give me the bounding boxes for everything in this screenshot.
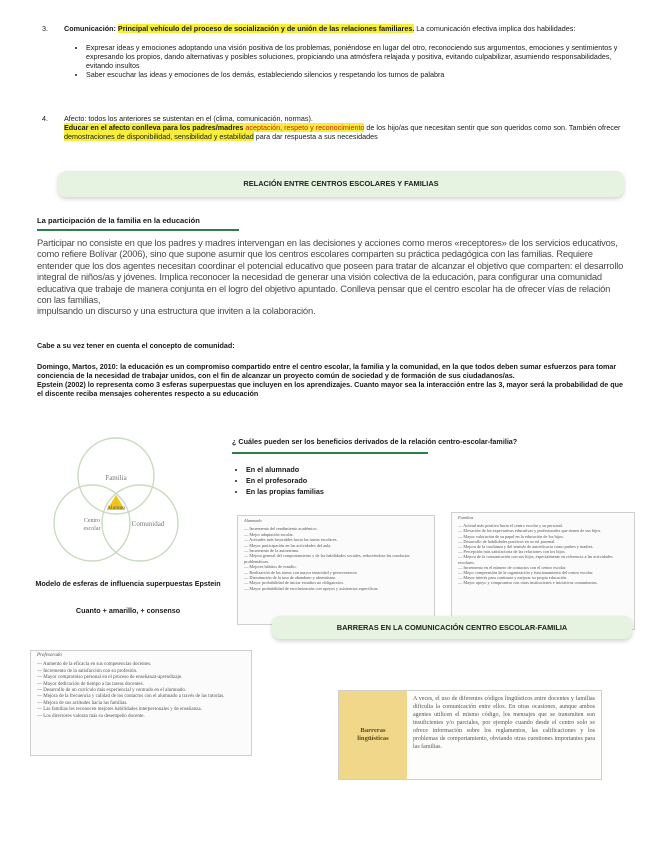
- profesorado-box: [30, 650, 252, 756]
- familias-heading: Familias: [458, 515, 474, 520]
- section-3-bullets: [64, 43, 634, 79]
- list-item: — Los directores valoran más su desempeño docente.: [37, 713, 145, 719]
- list-item: • Expresar ideas y emociones adoptando una visión positiva de los problemas, poniéndose en lugar del otro, reconociendo sus argumentos, emociones y sentimientos y expresando los propios, dando alternativas y posibles soluciones, propiciando una atmósfera relajada y positiva, evitando culpabilizar, asumiendo responsabilidades, evitando insultos: [86, 43, 634, 70]
- section-4-highlight-1: Educar en el afecto conlleva para los padres/madres: [64, 123, 244, 132]
- section-3-highlight: Principal vehículo del proceso de socialización y de unión de las relaciones familiares.: [117, 24, 415, 33]
- list-item: — Mayor probabilidad de iniciar estudios no obligatorios.: [244, 580, 345, 586]
- list-item: — Disminución de la tasa de abandono y absentismo.: [244, 575, 337, 581]
- question-underline: [232, 452, 428, 454]
- list-item: — Mayor probabilidad de escolarización con apoyos y asistencias específicas.: [244, 585, 379, 591]
- list-item: — Percepción más satisfactoria de las relaciones con los hijos.: [458, 549, 566, 555]
- list-item: — Mejora de sus actitudes hacia las familias.: [37, 700, 128, 706]
- list-item: • En el profesorado: [246, 475, 324, 486]
- barrier-text: A veces, el uso de diferentes códigos lingüísticos entre docentes y familias dificulta la comunicación entre ellos. En otras ocasiones, aunque ambos agentes utilicen el mismo código, los mensajes que se transmiten son insuficientes y/o parciales, por ejemplo cuando desde el centro solo se ofrece información sobre los reglamentos, las calificaciones y los problemas de comportamiento, obviando otras cuestiones importantes para las familias.: [413, 696, 595, 750]
- participation-text: Participar no consiste en que los padres y madres intervengan en las decisiones y acciones como meros «receptores» de los servicios educativos, como refiere Bolívar (2006), sino que supone asumir que los centros escolares comparten su práctica pedagógica con las familias. Requiere entender que los dos agentes necesitan coordinar el potencial educativo que poseen para tratar de alcanzar el objetivo que comparten: el desarrollo integral de niños/as y jóvenes. Implica reconocer la necesidad de generar una visión colectiva de la educación, para configurar una comunidad educativa que trabaje de manera conjunta en el logro del objetivo apuntado. Conlleva pensar que el centro escolar ha de ofrecer vías de relación con las familias,: [37, 237, 624, 306]
- section-3-rest: La comunicación efectiva implica dos habilidades:: [414, 24, 576, 33]
- list-item: — Incremento del rendimiento académico.: [244, 526, 318, 532]
- section-4-highlight-2: demostraciones de disponibilidad, sensibilidad y estabilidad: [64, 132, 254, 141]
- list-item: — Realización de las tareas con mayor tenacidad y perseverancia.: [244, 569, 358, 575]
- list-item: — Mayor interés para continuar y mejorar su propia educación.: [458, 575, 568, 581]
- section-4-number: 4.: [42, 114, 48, 123]
- list-item: • Saber escuchar las ideas y emociones de los demás, estableciendo silencios y respetando los turnos de palabra: [86, 70, 634, 79]
- list-item: — Mejores hábitos de estudio.: [244, 564, 297, 570]
- profesorado-heading: Profesorado: [37, 653, 62, 658]
- barrier-label-cell: [339, 691, 407, 779]
- banner-relacion: [58, 171, 624, 197]
- section-4: [42, 114, 636, 141]
- venn-caption-2: Cuanto + amarillo, + consenso: [75, 606, 181, 615]
- list-item: — Mayor compromiso personal en el proceso de enseñanza-aprendizaje.: [37, 675, 183, 681]
- list-item: — Mejora de la confianza y del sentido de autoeficacia como padres y madres.: [458, 544, 594, 550]
- list-item: — Incremento en el número de contactos con el centro escolar.: [458, 564, 567, 570]
- list-item: — Desarrollo de un currículo más experiencial y centrado en el alumnado.: [37, 688, 187, 694]
- section-3: [42, 24, 634, 79]
- alumnado-box: [237, 515, 435, 625]
- list-item: — Mayor apoyo y compromiso con otras instituciones e iniciativas comunitarias.: [458, 580, 598, 586]
- list-item: — Mejora de la comunicación con sus hijos, especialmente en referencia a las actividades escolares.: [458, 554, 613, 565]
- familias-box: [451, 512, 635, 630]
- venn-label-comunidad: Comunidad: [131, 520, 165, 528]
- community-epstein: Epstein (2002) lo representa como 3 esferas superpuestas que incluyen en los aprendizajes. Cuanto mayor sea la interacción entre las 3, mayor será la probabilidad de que el discente reciba mensajes coherentes respecto a su educación: [37, 380, 623, 398]
- participation-text-2: impulsando un discurso y una estructura que inviten a la colaboración.: [37, 305, 316, 317]
- list-item: — Mayor dedicación de tiempo a las tareas docentes.: [37, 681, 144, 687]
- list-item: — Mejor adaptación escolar.: [244, 531, 294, 537]
- participation-title: La participación de la familia en la educación: [37, 216, 200, 225]
- section-4-mid-text: de los hijo/as que necesitan sentir que son queridos como son. También ofrecer: [364, 123, 621, 132]
- section-3-label: Comunicación:: [64, 24, 116, 33]
- section-4-intro: Afecto: todos los anteriores se sustentan en el (clima, comunicación, normas).: [64, 114, 313, 123]
- list-item: — Aumento de la eficacia en sus competencias docentes.: [37, 662, 152, 668]
- alumnado-heading: Alumnado: [244, 518, 262, 523]
- community-domingo: Domingo, Martos, 2010: la educación es un compromiso compartido entre el centro escolar, la familia y la comunidad, en la que todos deben sumar esfuerzos para tomar conciencia de la necesidad de trabajar unidos, con el fin de alcanzar un proyecto común de sociedad y de formación de sus ciudadanos/as.: [37, 362, 617, 380]
- banner-barreras-text: BARRERAS EN LA COMUNICACIÓN CENTRO ESCOLAR-FAMILIA: [336, 623, 568, 632]
- list-item: — Actitudes más favorables hacia las tareas escolares.: [244, 537, 338, 543]
- list-item: — Las familias les reconocen mejores habilidades interpersonales y de enseñanza.: [37, 707, 202, 713]
- section-4-red-text: aceptación, respeto y reconocimiento: [243, 123, 365, 132]
- venn-svg: [30, 428, 230, 578]
- section-4-end-text: para dar respuesta a sus necesidades: [253, 132, 378, 141]
- list-item: — Actitud más positiva hacia el centro escolar y su personal.: [458, 523, 563, 529]
- list-item: — Incremento de la satisfacción con su profesión.: [37, 668, 138, 674]
- community-definitions: [37, 362, 627, 398]
- community-intro: Cabe a su vez tener en cuenta el concepto de comunidad:: [37, 341, 235, 350]
- venn-label-centro: Centro escolar: [83, 518, 101, 532]
- banner-relacion-text: RELACIÓN ENTRE CENTROS ESCOLARES Y FAMILIAS: [243, 179, 439, 188]
- list-item: — Mayor valoración de su papel en la educación de los hijos.: [458, 533, 564, 539]
- list-item: • En el alumnado: [246, 464, 324, 475]
- section-3-number: 3.: [42, 24, 48, 33]
- venn-label-familia: Familia: [105, 474, 127, 482]
- list-item: — Mejora general del comportamiento y de las habilidades sociales, reduciéndose las conductas problemáticas.: [244, 553, 410, 564]
- venn-diagram: [30, 428, 230, 578]
- benefits-question: ¿ Cuáles pueden ser los beneficios derivados de la relación centro-escolar-familia?: [232, 437, 518, 446]
- banner-barreras: [272, 616, 632, 639]
- list-item: — Elevación de las expectativas educativas y profesionales que tienen de sus hijos.: [458, 528, 602, 534]
- list-item: — Mayor participación en las actividades del aula.: [244, 542, 332, 548]
- participation-paragraph: [37, 237, 627, 317]
- benefits-list: [232, 464, 324, 497]
- list-item: — Mejora de la frecuencia y calidad de los contactos con el alumnado a través de las tutorías.: [37, 694, 225, 700]
- venn-caption: Modelo de esferas de influencia superpuestas Epstein: [35, 579, 221, 588]
- list-item: — Desarrollo de habilidades positivas en su rol parental.: [458, 538, 556, 544]
- list-item: — Mejor comprensión de la organización y funcionamiento del centro escolar.: [458, 570, 594, 576]
- barrier-box: [338, 690, 602, 780]
- list-item: — Incremento de la autoestima.: [244, 548, 300, 554]
- list-item: • En las propias familias: [246, 486, 324, 497]
- title-underline: [37, 229, 239, 231]
- venn-label-alumno: Alumno: [106, 505, 126, 511]
- barrier-label: Barreras lingüísticas: [357, 727, 389, 742]
